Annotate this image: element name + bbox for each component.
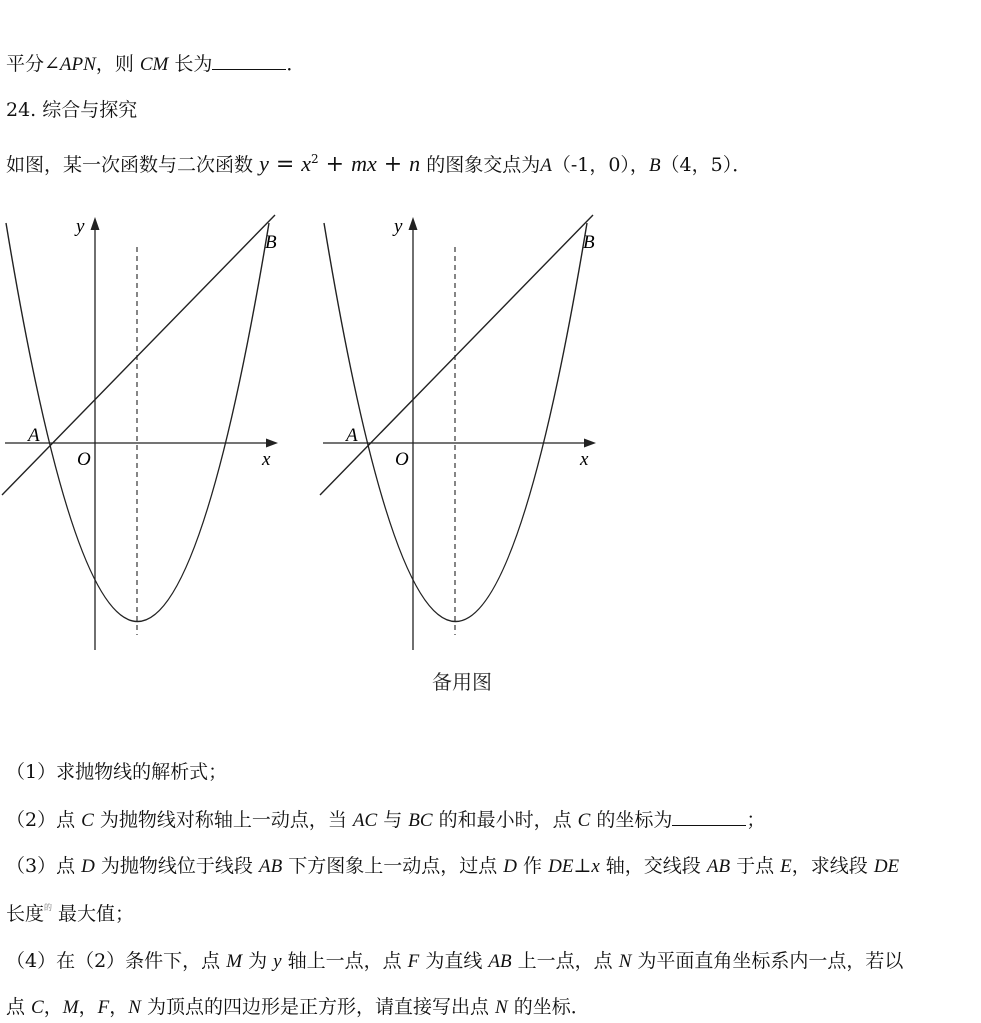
point-b: B [648, 155, 661, 176]
text: 的坐标． [507, 996, 590, 1018]
text: 于点 [730, 855, 781, 877]
text: 作 [517, 855, 549, 877]
problem-title: 24. 综合与探究 [6, 99, 138, 121]
text: ，则 [95, 53, 140, 75]
text: （3）点 [6, 855, 82, 877]
text: 轴，交线段 [599, 855, 707, 877]
text: ，求线段 [791, 855, 874, 877]
problem-intro [6, 153, 751, 176]
text: 为平面直角坐标系内一点，若以 [631, 950, 904, 972]
text: ． [286, 53, 306, 75]
eq-plus: + [318, 152, 352, 177]
answer-blank[interactable] [212, 68, 286, 70]
eq-n: n [409, 151, 421, 176]
label-o: O [77, 449, 91, 470]
figure-backup [318, 205, 608, 660]
label-a: A [346, 425, 358, 446]
text: 上一点，点 [511, 950, 619, 972]
text: 轴上一点，点 [281, 950, 408, 972]
question-3-line-2 [6, 904, 134, 924]
segment-de: DE [873, 856, 900, 877]
text: 为抛物线位于线段 [94, 855, 259, 877]
prev-problem-tail [6, 55, 305, 74]
axis-y: y [273, 951, 282, 972]
point-c: C [31, 997, 44, 1018]
small-mark: 的 [44, 903, 53, 912]
text: 为 [242, 950, 274, 972]
point-n: N [618, 951, 632, 972]
eq-plus: + [376, 152, 410, 177]
angle-name: APN [59, 54, 96, 75]
answer-blank[interactable] [672, 824, 746, 826]
text: 平分∠ [6, 53, 60, 75]
text: 的和最小时，点 [432, 809, 578, 831]
label-a: A [28, 425, 40, 446]
label-x: x [580, 449, 589, 470]
axis-x: x [591, 856, 600, 877]
label-b: B [265, 232, 277, 253]
point-n: N [495, 997, 508, 1018]
segment-ac: AC [352, 810, 378, 831]
figure-caption: 备用图 [432, 670, 492, 694]
label-o: O [395, 449, 409, 470]
segment-bc: BC [408, 810, 433, 831]
text: 长度 [6, 903, 45, 925]
text: 如图，某一次函数与二次函数 [6, 154, 254, 176]
text: ， [43, 996, 63, 1018]
text: 长为 [168, 53, 213, 75]
text: （4）在（2）条件下，点 [6, 950, 227, 972]
label-b: B [583, 232, 595, 253]
text: 的坐标为 [590, 809, 673, 831]
label-y: y [394, 216, 403, 237]
text: 的图象交点为 [426, 154, 541, 176]
eq-sign: = [268, 152, 302, 177]
point-a: A [540, 155, 552, 176]
point-e: E [780, 856, 792, 877]
label-y: y [76, 216, 85, 237]
question-2 [6, 811, 765, 830]
eq-x: x [301, 151, 312, 176]
point-n: N [128, 997, 141, 1018]
point-m: M [226, 951, 243, 972]
y-axis-arrow [91, 217, 100, 230]
text: 点 [6, 996, 32, 1018]
question-4-line-2 [6, 998, 590, 1017]
segment-ab: AB [258, 856, 283, 877]
segment-ab: AB [488, 951, 512, 972]
x-axis-arrow [266, 439, 278, 448]
text: 最大值； [52, 903, 135, 925]
question-4-line-1 [6, 952, 903, 971]
quadratic-equation [259, 152, 420, 177]
text: 为抛物线对称轴上一动点，当 [93, 809, 353, 831]
text: ； [746, 809, 766, 831]
segment-cm: CM [139, 54, 169, 75]
text: 为顶点的四边形是正方形，请直接写出点 [140, 996, 495, 1018]
eq-exponent: 2 [311, 152, 319, 166]
x-axis-arrow [584, 439, 596, 448]
line-ab [320, 215, 593, 495]
eq-mx: mx [351, 151, 377, 176]
point-c: C [81, 810, 94, 831]
question-3-line-1 [6, 857, 899, 876]
point-f: F [407, 951, 420, 972]
point-f: F [97, 997, 110, 1018]
text: 下方图象上一动点，过点 [282, 855, 504, 877]
text: ， [78, 996, 98, 1018]
eq-y: y [259, 151, 269, 176]
segment-de: DE [548, 856, 574, 877]
point-d: D [503, 856, 518, 877]
figure-main [0, 205, 290, 660]
text: ， [109, 996, 129, 1018]
label-x: x [262, 449, 271, 470]
text: （2）点 [6, 809, 82, 831]
point-c: C [577, 810, 591, 831]
text: 与 [377, 809, 409, 831]
line-ab [2, 215, 275, 495]
question-1: （1）求抛物线的解析式； [6, 761, 228, 783]
perpendicular-sign: ⊥ [573, 855, 592, 877]
text: （4，5）． [660, 154, 752, 176]
segment-ab: AB [706, 856, 731, 877]
text: 为直线 [419, 950, 489, 972]
point-m: M [62, 997, 79, 1018]
text: （-1，0）， [551, 154, 649, 176]
point-d: D [81, 856, 95, 877]
y-axis-arrow [409, 217, 418, 230]
